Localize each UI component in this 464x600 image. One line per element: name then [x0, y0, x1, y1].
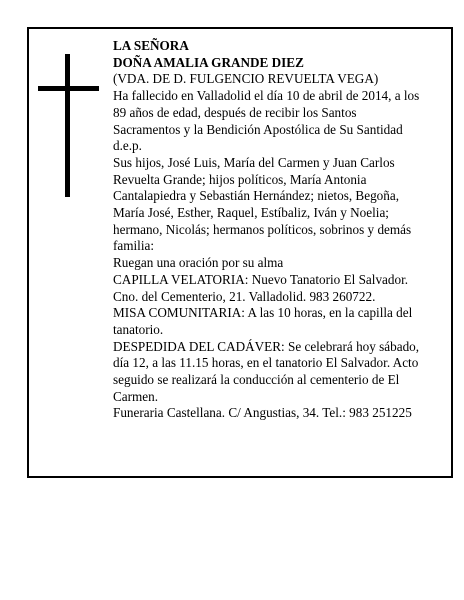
obituary-content — [113, 38, 423, 422]
family-list: Sus hijos, José Luis, María del Carmen y Juan Carlos Revuelta Grande; hijos políticos, María Antonia Cantalapiedra y Sebastián Hernández; nietos, Begoña, María José, Esther, Raquel, Estíbaliz, Iván y Noelia; hermano, Nicolás; hermanos políticos, sobrinos y demás familia: — [113, 154, 412, 254]
farewell-info — [113, 339, 423, 406]
cross-vertical-bar — [65, 54, 70, 197]
funeral-home: Funeraria Castellana. C/ Angustias, 34. Tel.: 983 251225 — [113, 405, 412, 421]
wake-text: Nuevo Tanatorio El Salvador. Cno. del Cementerio, 21. Valladolid. 983 260722. — [113, 271, 409, 304]
farewell-text: Se celebrará hoy sábado, día 12, a las 11.15 horas, en el tanatorio El Salvador. Acto seguido se realizará la conducción al cementerio de El Carmen. — [113, 338, 420, 404]
widow-of: (VDA. DE D. FULGENCIO REVUELTA VEGA) — [113, 71, 379, 87]
mass-label: MISA COMUNITARIA: — [113, 305, 245, 321]
death-announcement: Ha fallecido en Valladolid el día 10 de abril de 2014, a los 89 años de edad, después de recibir los Santos Sacramentos y la Bendición Apostólica de Su Santidad d.e.p. — [113, 88, 420, 154]
cross-horizontal-bar — [38, 86, 99, 91]
honorific: LA SEÑORA — [113, 38, 189, 53]
wake-label: CAPILLA VELATORIA: — [113, 271, 249, 287]
deceased-name: DOÑA AMALIA GRANDE DIEZ — [113, 54, 304, 70]
farewell-label: DESPEDIDA DEL CADÁVER: — [113, 338, 285, 354]
prayer-request: Ruegan una oración por su alma — [113, 255, 284, 271]
mass-text: A las 10 horas, en la capilla del tanatorio. — [113, 305, 413, 337]
wake-info — [113, 272, 423, 305]
mass-info — [113, 305, 423, 338]
latin-cross-icon — [38, 54, 99, 197]
